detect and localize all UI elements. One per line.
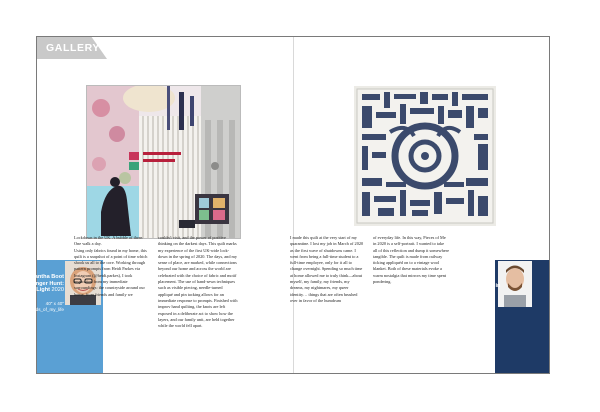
paragraph: One walk a day. xyxy=(74,241,102,247)
left-artwork-size: 40" x 40" xyxy=(45,301,64,306)
section-label: GALLERY xyxy=(46,42,100,54)
right-artwork-title-line1: Pieces of Me in xyxy=(460,282,501,289)
left-artist-name: Samantha Boot xyxy=(22,274,64,280)
left-artwork-year: 2020 xyxy=(51,287,64,294)
right-artist-credit xyxy=(460,276,512,296)
left-artist-handle: @Threads_of_my_life xyxy=(18,306,64,312)
paragraph: of everyday life. In this way, Pieces of Me in 2020 is a self-portrait. I wanted to take all of this reflection and dump it somewhere tangible. The quilt is made from railway ticking appliquéd on to a vintage wool blanket. Both of these materials evoke a warm nostalgia that mirrors my time spent pondering. xyxy=(373,235,450,285)
paragraph: Lockdown in the UK. A bubble of three. xyxy=(74,235,144,240)
left-text-column-2 xyxy=(158,235,238,329)
quilt-image-pieces-of-me xyxy=(354,86,496,226)
right-artist-name: Will Grimm xyxy=(460,276,490,282)
right-artwork-size: 48" x 32" xyxy=(460,301,479,306)
paragraph: I made this quilt at the very start of my quarantine. I lost my job in March of 2020 as the first wave of shutdowns came. I went from being a full-time student to a full-time employee, only for it all to change overnight. Spending so much time at home allowed me to truly think—about myself, my family, my friends, my dreams, my nightmares, my queer identity… things that are often brushed over in favor of the humdrum xyxy=(290,235,364,303)
right-text-column-1 xyxy=(290,235,364,304)
left-artist-credit xyxy=(4,274,64,294)
right-artwork-title-line2: 2020 2020 xyxy=(460,289,487,296)
magazine-spread xyxy=(36,36,550,374)
left-artist-meta xyxy=(4,301,64,312)
right-artist-meta xyxy=(460,301,512,312)
paragraph: Using only fabrics found in my home, this quilt is a snapshot of a point of time which shook us all to the core. Working through pattern prompts from Heidi Parkes via Instagram (@heidi.parkes), I took inspiration from my immediate surroundings: the countryside around our home, from friends and family we xyxy=(74,247,148,297)
right-artist-handle: @_willgrimm_ xyxy=(460,306,489,312)
quilt-right-artwork xyxy=(354,86,496,226)
page-spine xyxy=(293,37,294,373)
left-artwork-title-line2: Look to the Light 2020 xyxy=(4,287,64,294)
right-artwork-year: 2020 xyxy=(474,289,487,296)
paragraph: couldn't visit, and the power of positive thinking on the darkest days. This quilt marks my experience of the first UK-wide lock-down in the spring of 2020. The days, and my sense of place, are marked, while connections beyond our home and across the world are celebrated with the choice of fabric and motif placement. The use of hand-sewn techniques such as visible piecing, needle-turned appliqué and pin tacking allows for an immediate response to prompts. Finished with improv hand quilting, the knots are left exposed in a deliberate act to show how the layers, and our family unit, are held together while the world fell apart. xyxy=(158,235,238,329)
left-artwork-title-line1: Scavenger Hunt: xyxy=(19,280,64,287)
right-text-column-2 xyxy=(373,235,449,285)
quilt-left-artwork xyxy=(87,86,241,239)
quilt-image-look-to-the-light xyxy=(86,85,241,239)
left-text-column-1 xyxy=(74,235,148,298)
